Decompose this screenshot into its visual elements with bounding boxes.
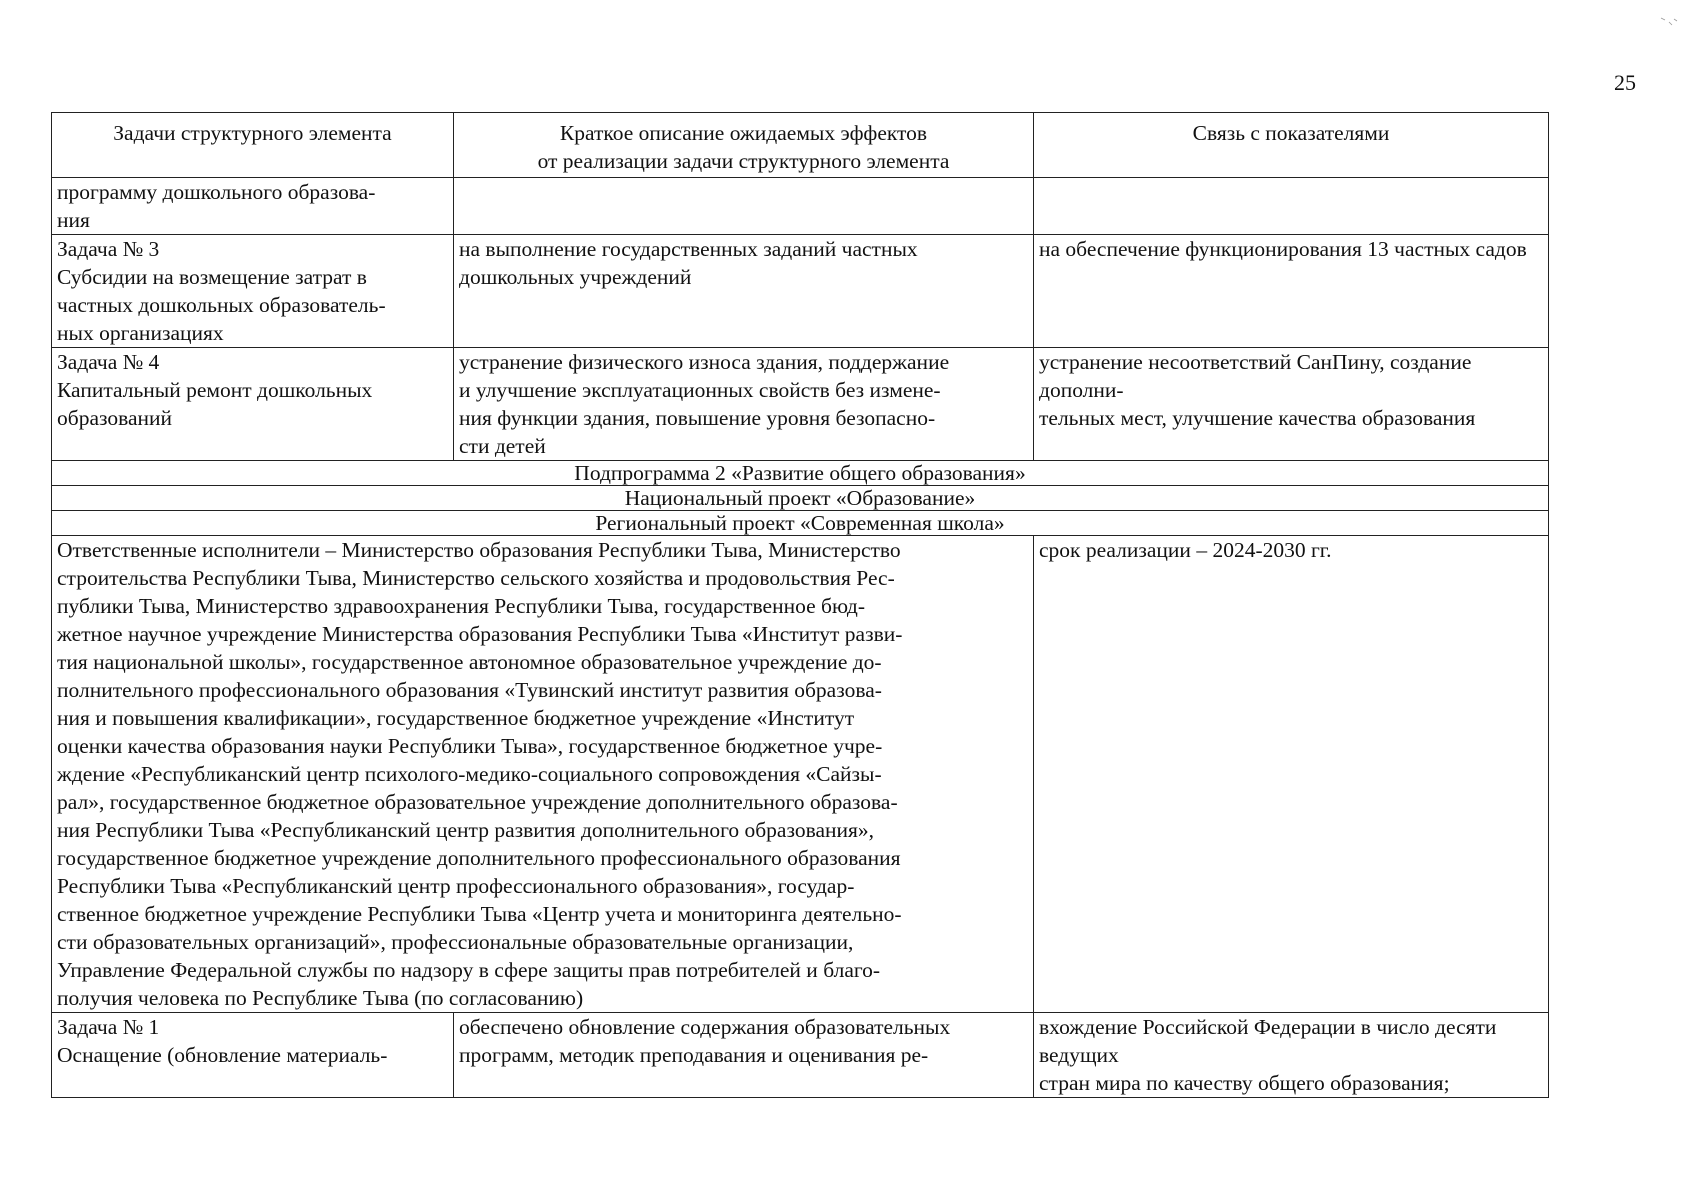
- header-effects: Краткое описание ожидаемых эффектов от реализации задачи структурного элемента: [454, 113, 1034, 178]
- responsible-executors-row: [52, 536, 1549, 1013]
- cell-effect: устранение физического износа здания, поддержание и улучшение эксплуатационных свойств без измене- ния функции здания, повышение уровня безопасно- сти детей: [454, 348, 1034, 461]
- cell-task: Задача № 1 Оснащение (обновление материаль-: [52, 1013, 454, 1098]
- page-number: 25: [1614, 70, 1636, 95]
- cell-indicator: вхождение Российской Федерации в число десяти ведущих стран мира по качеству общего образования;: [1034, 1013, 1549, 1098]
- cell-effect: [454, 178, 1034, 235]
- regional-project-title: Региональный проект «Современная школа»: [52, 511, 1549, 536]
- structural-elements-table: [51, 112, 1549, 1098]
- cell-task: программу дошкольного образова- ния: [52, 178, 454, 235]
- implementation-term: срок реализации – 2024-2030 гг.: [1034, 536, 1549, 1013]
- cell-effect: на выполнение государственных заданий частных дошкольных учреждений: [454, 235, 1034, 348]
- table-header-row: [52, 113, 1549, 178]
- section-row-national-project: [52, 486, 1549, 511]
- table-row: [52, 348, 1549, 461]
- subprogram-title: Подпрограмма 2 «Развитие общего образования»: [52, 461, 1549, 486]
- cell-task: Задача № 3 Субсидии на возмещение затрат в частных дошкольных образователь- ных организациях: [52, 235, 454, 348]
- table-row: [52, 178, 1549, 235]
- section-row-regional-project: [52, 511, 1549, 536]
- table-row: [52, 235, 1549, 348]
- national-project-title: Национальный проект «Образование»: [52, 486, 1549, 511]
- scan-artifact-mark: [1660, 16, 1678, 28]
- table-row: [52, 1013, 1549, 1098]
- cell-effect: обеспечено обновление содержания образовательных программ, методик преподавания и оценивания ре-: [454, 1013, 1034, 1098]
- cell-indicator: на обеспечение функционирования 13 частных садов: [1034, 235, 1549, 348]
- cell-task: Задача № 4 Капитальный ремонт дошкольных образований: [52, 348, 454, 461]
- cell-indicator: устранение несоответствий СанПину, создание дополни- тельных мест, улучшение качества образования: [1034, 348, 1549, 461]
- responsible-executors-text: Ответственные исполнители – Министерство образования Республики Тыва, Министерство строительства Республики Тыва, Министерство сельского хозяйства и продовольствия Рес- публики Тыва, Министерство здравоохранения Республики Тыва, государственное бюд- жетное научное учреждение Министерства образования Республики Тыва «Институт разви- тия национальной школы», государственное автономное образовательное учреждение до- полнительного профессионального образования «Тувинский институт развития образова- ния и повышения квалификации», государственное бюджетное учреждение «Институт оценки качества образования науки Республики Тыва», государственное бюджетное учре- ждение «Республиканский центр психолого-медико-социального сопровождения «Сайзы- рал», государственное бюджетное образовательное учреждение дополнительного образова- ния Республики Тыва «Республиканский центр развития дополнительного образования», государственное бюджетное учреждение дополнительного профессионального образования Республики Тыва «Республиканский центр профессионального образования», государ- ственное бюджетное учреждение Республики Тыва «Центр учета и мониторинга деятельно- сти образовательных организаций», профессиональные образовательные организации, Управление Федеральной службы по надзору в сфере защиты прав потребителей и благо- получия человека по Республике Тыва (по согласованию): [52, 536, 1034, 1013]
- header-tasks: Задачи структурного элемента: [52, 113, 454, 178]
- header-indicators: Связь с показателями: [1034, 113, 1549, 178]
- cell-indicator: [1034, 178, 1549, 235]
- section-row-subprogram: [52, 461, 1549, 486]
